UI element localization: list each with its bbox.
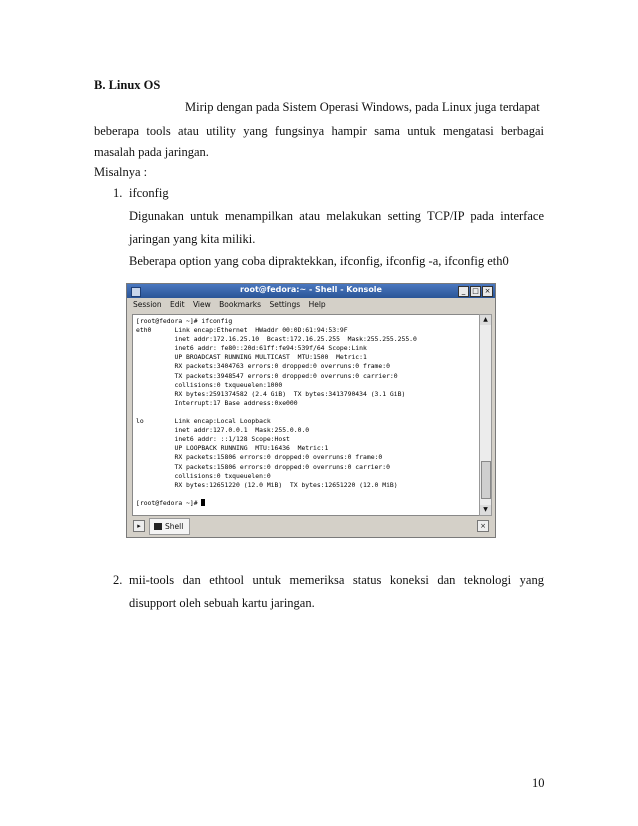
menu-bar [127,298,495,311]
terminal-line: TX packets:3948547 errors:0 dropped:0 overruns:0 carrier:0 [174,371,398,380]
terminal-line: eth0 Link encap:Ethernet HWaddr 00:0D:61:94:53:9F [136,326,348,335]
terminal-line: inet addr:172.16.25.10 Bcast:172.16.25.255 Mask:255.255.255.0 [174,335,417,344]
tab-shell-label: Shell [165,522,184,531]
maximize-icon: □ [470,286,481,297]
terminal-icon [154,523,162,530]
terminal-prompt: [root@fedora ~]# [136,498,202,507]
konsole-screenshot [126,283,496,538]
terminal-line: TX packets:15806 errors:0 dropped:0 overruns:0 carrier:0 [174,462,390,471]
page-number: 10 [532,776,545,790]
menu-view: View [192,300,211,309]
menu-bookmarks: Bookmarks [219,300,262,309]
window-title: root@fedora:~ - Shell - Konsole [240,285,382,294]
close-session-icon: × [477,520,489,532]
item-2-line-1: mii-tools dan ethtool untuk memeriksa status koneksi dan teknologi yang [129,573,544,587]
terminal-line: [root@fedora ~]# ifconfig [136,317,233,325]
item-2-number: 2. [113,573,123,587]
terminal-line: inet6 addr: fe80::20d:61ff:fe94:539f/64 Scope:Link [174,344,367,353]
terminal-scrollbar [479,314,492,516]
menu-help: Help [308,300,326,309]
terminal-line: RX packets:15806 errors:0 dropped:0 overruns:0 frame:0 [174,453,383,462]
scroll-down-icon: ▼ [480,505,491,515]
terminal-line: inet6 addr: ::1/128 Scope:Host [174,435,290,444]
menu-session: Session [133,300,162,309]
terminal-line: RX bytes:2591374582 (2.4 GiB) TX bytes:3413790434 (3.1 GiB) [174,389,406,398]
terminal-line: UP BROADCAST RUNNING MULTICAST MTU:1500 Metric:1 [174,353,367,362]
terminal-line: Interrupt:17 Base address:0xe000 [174,398,298,407]
terminal-line: inet addr:127.0.0.1 Mask:255.0.0.0 [174,426,310,435]
scrollbar-thumb [481,461,491,499]
intro-line-2: beberapa tools atau utility yang fungsinya hampir sama untuk mengatasi berbagai [94,124,544,138]
section-title: B. Linux OS [94,78,161,92]
scroll-up-icon: ▲ [480,315,491,325]
misalnya-label: Misalnya : [94,165,148,179]
item-1-title: ifconfig [129,186,169,200]
terminal-text [133,315,479,510]
terminal-line: RX packets:3404763 errors:0 dropped:0 overruns:0 frame:0 [174,362,390,371]
item-1-number: 1. [113,186,123,200]
menu-edit: Edit [170,300,185,309]
window-titlebar [127,284,495,298]
new-session-icon: ▸ [133,520,145,532]
terminal-line: collisions:0 txqueuelen:0 [174,471,271,480]
item-2-line-2: disupport oleh sebuah kartu jaringan. [129,596,315,610]
terminal-cursor [201,499,205,506]
tab-shell [149,518,190,535]
item-1-desc-line-1: Digunakan untuk menampilkan atau melakukan setting TCP/IP pada interface [129,209,544,223]
minimize-icon: _ [458,286,469,297]
session-tabbar [127,516,495,536]
terminal-line: collisions:0 txqueuelen:1000 [174,380,283,389]
terminal-lines [136,317,417,489]
terminal-line: RX bytes:12651220 (12.0 MiB) TX bytes:12651220 (12.0 MiB) [174,480,398,489]
intro-line-3: masalah pada jaringan. [94,145,209,159]
terminal-line: lo Link encap:Local Loopback [136,417,271,426]
close-icon: × [482,286,493,297]
terminal-line: UP LOOPBACK RUNNING MTU:16436 Metric:1 [174,444,329,453]
menu-settings: Settings [269,300,301,309]
terminal-output [132,314,480,516]
item-1-desc-line-2: jaringan yang kita miliki. [129,232,256,246]
intro-line-1: Mirip dengan pada Sistem Operasi Windows, pada Linux juga terdapat [185,100,540,114]
item-1-options: Beberapa option yang coba dipraktekkan, ifconfig, ifconfig -a, ifconfig eth0 [129,254,509,268]
